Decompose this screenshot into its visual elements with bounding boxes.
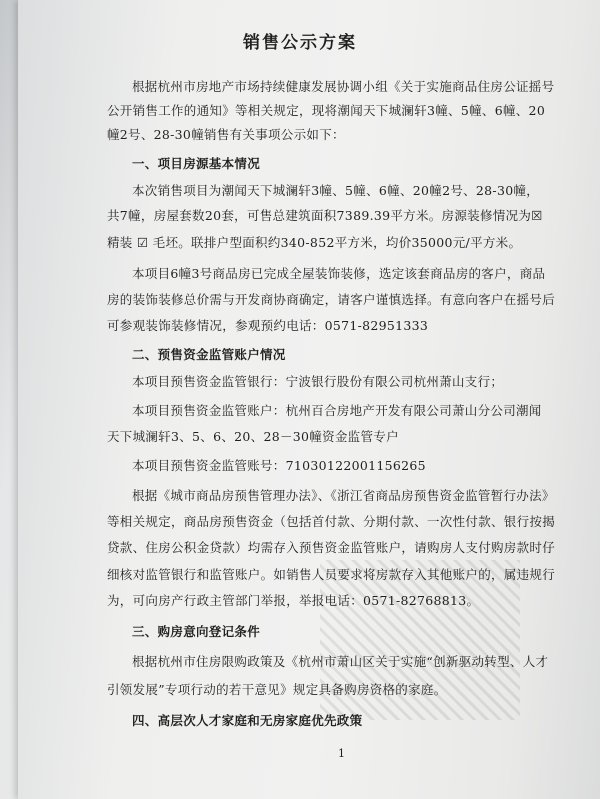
paragraph-line: 本项目预售资金监管账户：杭州百合房地产开发有限公司萧山分公司潮闻 <box>132 403 542 418</box>
paragraph-line: 本项目预售资金监管账号：71030122001156265 <box>132 458 426 473</box>
page-number: 1 <box>338 747 345 760</box>
paragraph-line: 可参观装饰装修情况，参观预约电话：0571-82951333 <box>107 318 429 333</box>
paragraph-line: 本次销售项目为潮闻天下城澜轩3幢、5幢、6幢、20幢2号、28-30幢， <box>132 183 540 198</box>
paragraph-line: 根据杭州市房地产市场持续健康发展协调小组《关于实施商品住房公证摇号 <box>132 79 555 94</box>
paragraph-line: 为，可向房产行政主管部门举报，举报电话：0571-82768813。 <box>107 593 480 608</box>
paragraph-line: 根据《城市商品房预售管理办法》、《浙江省商品房预售资金监管暂行办法》 <box>132 488 555 503</box>
section-heading-3: 三、购房意向登记条件 <box>132 624 261 639</box>
paragraph-line: 根据杭州市住房限购政策及《杭州市萧山区关于实施“创新驱动转型、人才 <box>132 654 549 669</box>
paragraph-line: 细核对监管银行和监管账户。如销售人员要求将房款存入其他账户的，属违规行 <box>107 567 556 582</box>
paragraph-line: 幢2号、28-30幢销售有关事项公示如下： <box>107 127 345 142</box>
paragraph-line: 本项目6幢3号商品房已完成全屋装饰装修，选定该套商品房的客户，商品 <box>132 266 546 281</box>
section-heading-2: 二、预售资金监管账户情况 <box>132 347 286 362</box>
paragraph-line: 引领发展”专项行动的若干意见》规定具备购房资格的家庭。 <box>107 682 447 697</box>
paragraph-line: 本项目预售资金监管银行：宁波银行股份有限公司杭州萧山支行； <box>132 374 504 389</box>
paragraph-line: 贷款、住房公积金贷款）均需存入预售资金监管账户，请购房人支付购房款时仔 <box>107 540 556 555</box>
section-heading-4: 四、高层次人才家庭和无房家庭优先政策 <box>132 713 363 728</box>
paragraph-line: 天下城澜轩3、5、6、20、28－30幢资金监管专户 <box>107 429 399 444</box>
paragraph-line: 等相关规定，商品房预售资金（包括首付款、分期付款、一次性付款、银行按揭 <box>107 514 556 529</box>
document-title: 销售公示方案 <box>243 33 357 53</box>
paragraph-line: 房的装饰装修总价需与开发商协商确定，请客户谨慎选择。有意向客户在摇号后 <box>107 292 556 307</box>
paragraph-line: 公开销售工作的通知》等相关规定，现将潮闻天下城澜轩3幢、5幢、6幢、20 <box>107 103 546 118</box>
paragraph-line: 精装 ☑ 毛坯。联排户型面积约340-852平方米，均价35000元/平方米。 <box>107 235 522 250</box>
section-heading-1: 一、项目房源基本情况 <box>132 156 261 171</box>
paragraph-line: 共7幢，房屋套数20套，可售总建筑面积7389.39平方米。房源装修情况为☒ <box>107 208 543 223</box>
